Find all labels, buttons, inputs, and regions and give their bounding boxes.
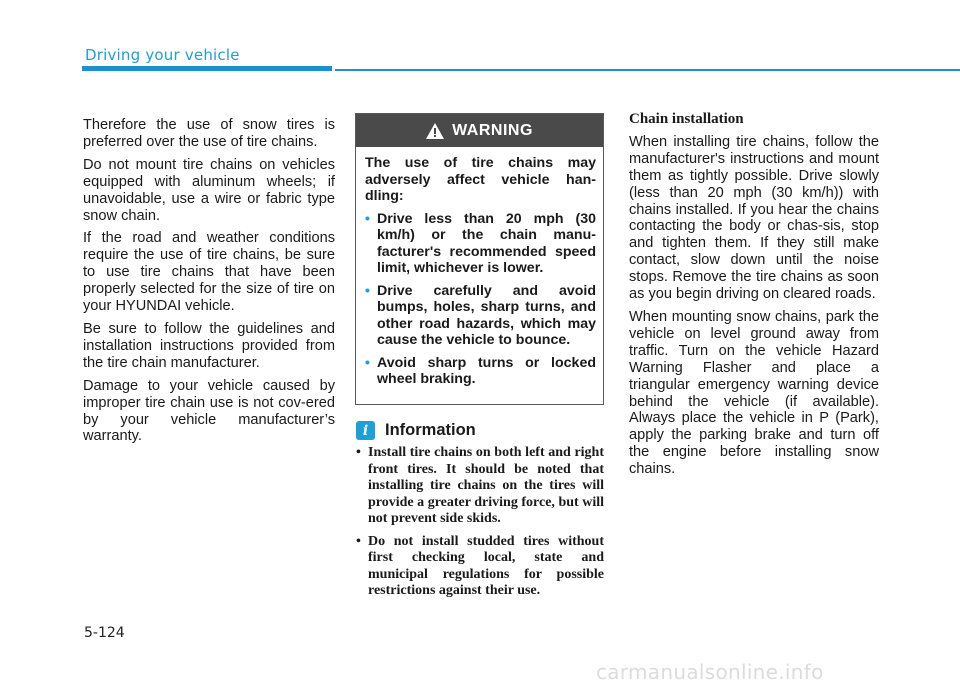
bullet: •	[365, 282, 370, 299]
bullet: •	[365, 210, 370, 227]
section-title: Driving your vehicle	[85, 46, 240, 64]
information-item	[356, 445, 604, 528]
warning-body	[356, 147, 603, 388]
paragraph: Do not mount tire chains on vehicles equipped with aluminum wheels; if unavoidable, use a wire or fabric type snow chain.	[83, 156, 335, 224]
watermark: carmanualsonline.info	[596, 660, 824, 684]
warning-intro: The use of tire chains may adversely affect vehicle han-dling:	[365, 155, 596, 204]
left-column	[83, 117, 335, 451]
warning-triangle-icon	[426, 123, 444, 139]
paragraph: When mounting snow chains, park the vehicle on level ground away from traffic. Turn on the vehicle Hazard Warning Flasher and place a triangular emergency warning device behind the vehicle (if available). Always place the vehicle in P (Park), apply the parking brake and turn off the engine before installing snow chains.	[629, 308, 879, 478]
warning-item	[365, 355, 596, 388]
paragraph: When installing tire chains, follow the manufacturer's instructions and mount them as tightly possible. Drive slowly (less than 20 mph (30 km/h)) with chains installed. If you hear the chains contacting the body or chas-sis, stop and tighten them. If they still make contact, slow down until the noise stops. Remove the tire chains as soon as you begin driving on cleared roads.	[629, 133, 879, 303]
warning-item	[365, 211, 596, 277]
information-heading	[356, 421, 476, 440]
information-item-text: Install tire chains on both left and right front tires. It should be noted that installing tire chains on the tires will provide a greater driving force, but will not prevent side skids.	[368, 445, 604, 526]
paragraph: Therefore the use of snow tires is preferred over the use of tire chains.	[83, 117, 335, 150]
warning-item-text: Avoid sharp turns or locked wheel braking.	[377, 354, 596, 387]
information-list	[356, 445, 604, 606]
information-item	[356, 534, 604, 600]
warning-item-text: Drive carefully and avoid bumps, holes, sharp turns, and other road hazards, which may cause the vehicle to bounce.	[377, 282, 596, 348]
page-number: 5-124	[84, 625, 125, 641]
bullet: •	[356, 533, 361, 549]
info-icon: i	[356, 421, 375, 440]
paragraph: Be sure to follow the guidelines and installation instructions provided from the tire chain manufacturer.	[83, 320, 335, 371]
header-rule-thin	[335, 69, 960, 71]
right-column	[629, 111, 879, 484]
paragraph: Damage to your vehicle caused by improper tire chain use is not cov-ered by your vehicle manufacturer’s warranty.	[83, 377, 335, 445]
warning-header	[356, 114, 603, 147]
warning-list	[365, 211, 596, 388]
bullet: •	[356, 445, 361, 460]
paragraph: If the road and weather conditions require the use of tire chains, be sure to use tire chains that have been properly selected for the size of tire on your HYUNDAI vehicle.	[83, 230, 335, 315]
warning-item	[365, 283, 596, 349]
warning-title: WARNING	[452, 121, 533, 139]
chain-installation-heading: Chain installation	[629, 111, 744, 127]
bullet: •	[365, 354, 370, 371]
information-item-text: Do not install studded tires without first checking local, state and municipal regulations for possible restrictions against their use.	[368, 533, 604, 598]
header-rule-thick	[82, 66, 332, 71]
information-title: Information	[385, 421, 476, 439]
warning-box	[355, 113, 604, 405]
warning-item-text: Drive less than 20 mph (30 km/h) or the chain manu-facturer's recommended speed limit, whichever is lower.	[377, 210, 596, 276]
